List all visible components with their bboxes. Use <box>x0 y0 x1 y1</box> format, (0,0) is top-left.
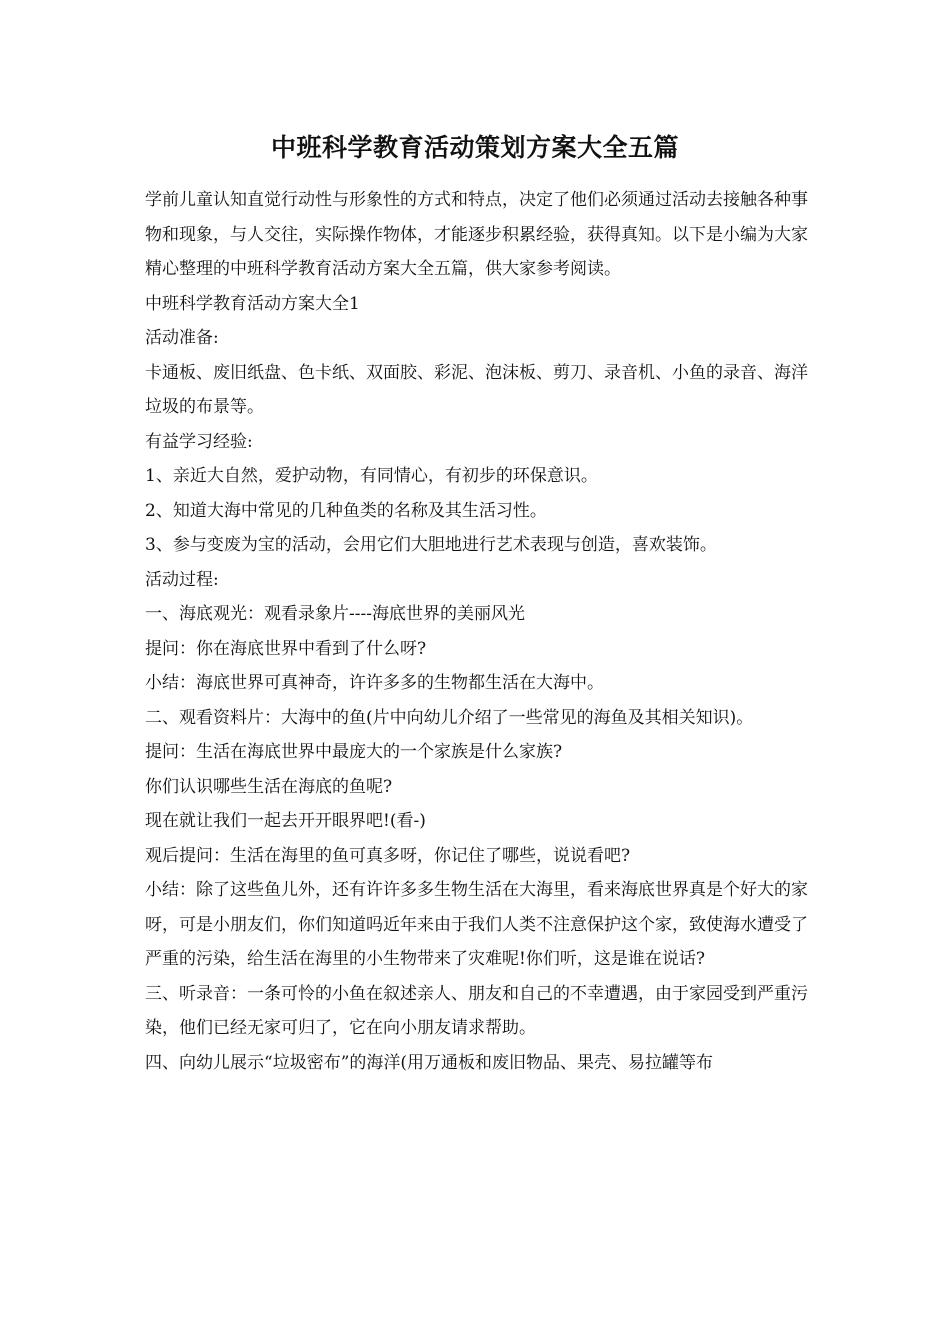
document-body <box>145 183 808 1080</box>
paragraph: 四、向幼儿展示“垃圾密布”的海洋(用万通板和废旧物品、果壳、易拉罐等布 <box>145 1052 714 1073</box>
paragraph: 观后提问：生活在海里的鱼可真多呀，你记住了哪些，说说看吧? <box>145 845 631 866</box>
list-item: 1、亲近大自然，爱护动物，有同情心，有初步的环保意识。 <box>145 466 598 486</box>
subheading-preparation: 活动准备: <box>145 328 219 348</box>
subheading-learning-experience: 有益学习经验: <box>145 431 253 452</box>
list-item: 3、参与变废为宝的活动，会用它们大胆地进行艺术表现与创造，喜欢装饰。 <box>145 535 717 555</box>
paragraph: 一、海底观光：观看录象片----海底世界的美丽风光 <box>145 604 525 624</box>
section-heading: 中班科学教育活动方案大全1 <box>145 293 360 314</box>
paragraph: 提问：生活在海底世界中最庞大的一个家族是什么家族? <box>145 742 563 762</box>
paragraph: 卡通板、废旧纸盘、色卡纸、双面胶、彩泥、泡沫板、剪刀、录音机、小鱼的录音、海洋垃圾的布景等。 <box>145 362 808 417</box>
paragraph: 现在就让我们一起去开开眼界吧!(看-) <box>145 811 426 831</box>
paragraph: 你们认识哪些生活在海底的鱼呢? <box>145 776 393 797</box>
paragraph: 提问：你在海底世界中看到了什么呀? <box>145 638 427 659</box>
paragraph: 二、观看资料片：大海中的鱼(片中向幼儿介绍了一些常见的海鱼及其相关知识)。 <box>145 707 754 728</box>
document-title: 中班科学教育活动策划方案大全五篇 <box>270 133 679 162</box>
list-item: 2、知道大海中常见的几种鱼类的名称及其生活习性。 <box>145 500 547 521</box>
paragraph: 小结：海底世界可真神奇，许许多多的生物都生活在大海中。 <box>145 673 604 693</box>
intro-paragraph: 学前儿童认知直觉行动性与形象性的方式和特点，决定了他们必须通过活动去接触各种事物和现象，与人交往，实际操作物体，才能逐步积累经验，获得真知。以下是小编为大家精心整理的中班科学教育活动方案大全五篇，供大家参考阅读。 <box>145 190 808 279</box>
paragraph: 小结：除了这些鱼儿外，还有许许多多生物生活在大海里，看来海底世界真是个好大的家呀，可是小朋友们，你们知道吗近年来由于我们人类不注意保护这个家，致使海水遭受了严重的污染，给生活在海里的小生物带来了灾难呢!你们听，这是谁在说话? <box>145 880 808 969</box>
paragraph: 三、听录音：一条可怜的小鱼在叙述亲人、朋友和自己的不幸遭遇，由于家园受到严重污染，他们已经无家可归了，它在向小朋友请求帮助。 <box>145 983 808 1038</box>
subheading-process: 活动过程: <box>145 569 219 590</box>
